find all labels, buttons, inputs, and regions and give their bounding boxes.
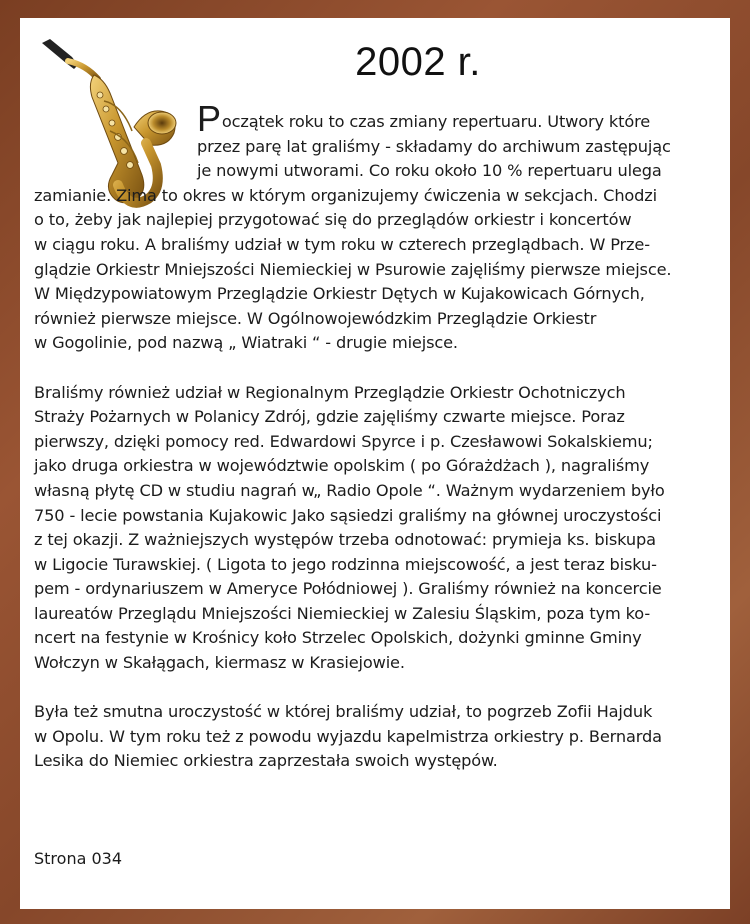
text-line: w Gogolinie, pod nazwą „ Wiatraki “ - drugie miejsce.: [34, 333, 458, 353]
text-line: W Międzypowiatowym Przeglądzie Orkiestr Dętych w Kujakowicach Górnych,: [34, 284, 645, 304]
text-line: w Opolu. W tym roku też z powodu wyjazdu kapelmistrza orkiestry p. Bernarda: [34, 726, 662, 746]
text-line: zamianie. Zima to okres w którym organizujemy ćwiczenia w sekcjach. Chodzi: [34, 185, 658, 205]
text-line: o to, żeby jak najlepiej przygotować się do przeglądów orkiestr i koncertów: [34, 210, 632, 230]
text-line: Początek roku to czas zmiany repertuaru. Utwory które: [197, 98, 651, 139]
text-line: również pierwsze miejsce. W Ogólnowojewódzkim Przeglądzie Orkiestr: [34, 308, 597, 328]
text-line: w ciągu roku. A braliśmy udział w tym roku w czterech przeglądbach. W Prze-: [34, 234, 650, 254]
text-line: Straży Pożarnych w Polanicy Zdrój, gdzie zajęliśmy czwarte miejsce. Poraz: [34, 407, 625, 427]
text-line: Braliśmy również udział w Regionalnym Przeglądzie Orkiestr Ochotniczych: [34, 382, 626, 402]
text-line: laureatów Przeglądu Mniejszości Niemieckiej w Zalesiu Śląskim, poza tym ko-: [34, 603, 651, 623]
page-title: 2002 r.: [355, 40, 481, 84]
page-number: Strona 034: [34, 849, 123, 868]
text-line: jako druga orkiestra w województwie opolskim ( po Górażdżach ), nagraliśmy: [34, 456, 650, 476]
text-line: Była też smutna uroczystość w której braliśmy udział, to pogrzeb Zofii Hajduk: [34, 702, 653, 722]
text-line: je nowymi utworami. Co roku około 10 % repertuaru ulega: [197, 161, 662, 181]
text-line: glądzie Orkiestr Mniejszości Niemieckiej w Psurowie zajęliśmy pierwsze miejsce.: [34, 259, 672, 279]
text-line: z tej okazji. Z ważniejszych występów trzeba odnotować: prymieja ks. biskupa: [34, 530, 656, 550]
text-line: własną płytę CD w studiu nagrań w„ Radio Opole “. Ważnym wydarzeniem było: [34, 480, 665, 500]
text-line: w Ligocie Turawskiej. ( Ligota to jego rodzinna miejscowość, a jest teraz bisku-: [34, 554, 657, 574]
text-line: pem - ordynariuszem w Ameryce Połódniowej ). Graliśmy również na koncercie: [34, 579, 662, 599]
text-line: Wołczyn w Skałągach, kiermasz w Krasiejowie.: [34, 653, 405, 673]
drop-cap: P: [197, 98, 221, 139]
text-line: przez parę lat graliśmy - składamy do archiwum zastępując: [197, 136, 671, 156]
text-line: 750 - lecie powstania Kujakowic Jako sąsiedzi graliśmy na głównej uroczystości: [34, 505, 662, 525]
text-line: pierwszy, dzięki pomocy red. Edwardowi Spyrce i p. Czesławowi Sokalskiemu;: [34, 431, 653, 451]
text-line: Lesika do Niemiec orkiestra zaprzestała swoich występów.: [34, 751, 498, 771]
document-page: [20, 18, 730, 909]
text-line: ncert na festynie w Krośnicy koło Strzelec Opolskich, dożynki gminne Gminy: [34, 628, 642, 648]
article-body: [34, 98, 718, 774]
